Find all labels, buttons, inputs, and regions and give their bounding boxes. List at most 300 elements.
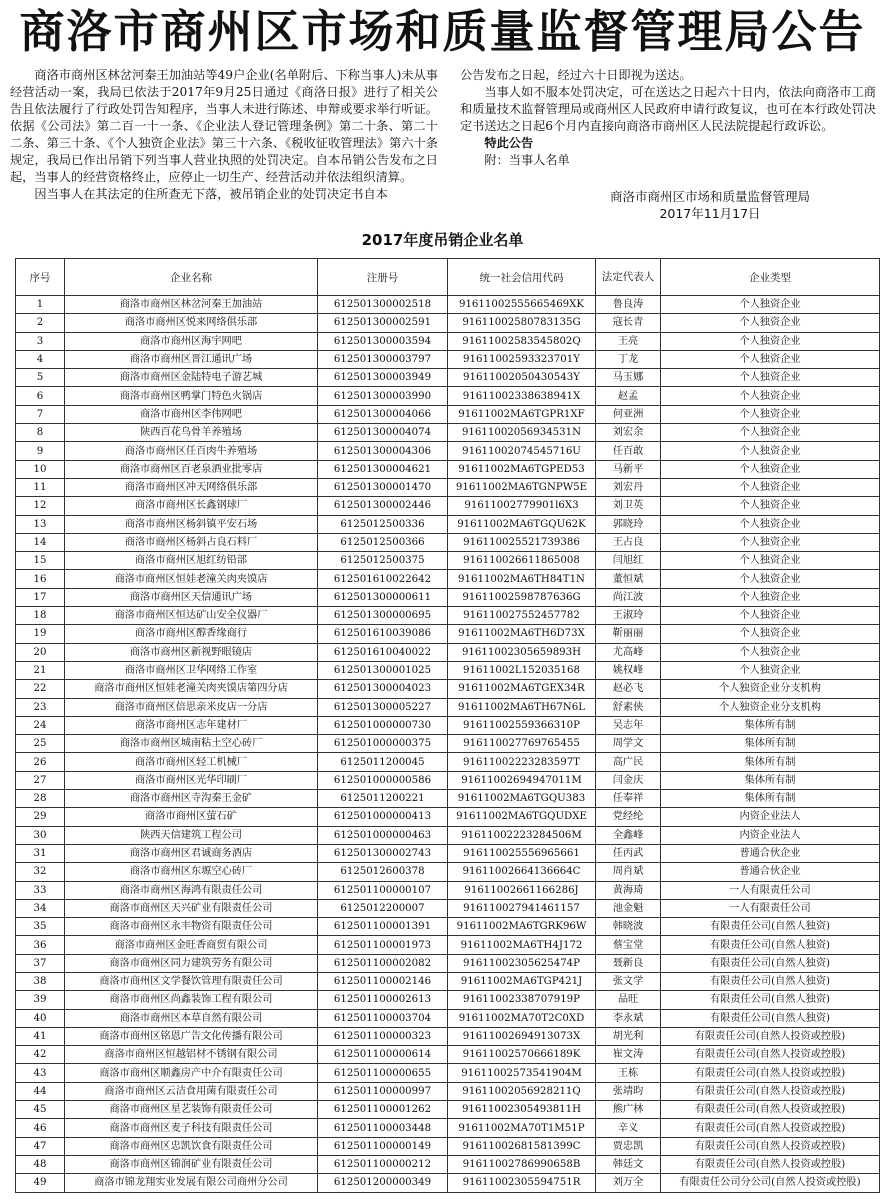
cell-index: 37: [16, 954, 65, 972]
cell-company-name: 商洛市商州区海鸿有限责任公司: [65, 881, 318, 899]
table-row: [16, 735, 880, 753]
cell-company-type: 集体所有制: [661, 735, 880, 753]
cell-credit-code: 91611002661166286J: [448, 881, 596, 899]
cell-company-name: 商洛市商州区铭恩广告文化传播有限公司: [65, 1027, 318, 1045]
cell-index: 13: [16, 515, 65, 533]
cell-company-type: 个人独资企业: [661, 588, 880, 606]
cell-company-type: 有限责任公司(自然人投资或控股): [661, 1137, 880, 1155]
cell-legal-representative: 靳丽丽: [596, 625, 661, 643]
cell-legal-representative: 周肖斌: [596, 863, 661, 881]
cell-credit-code: 91611002MA6TH84T1N: [448, 570, 596, 588]
cell-registration-number: 612501100000655: [318, 1064, 448, 1082]
table-row: [16, 716, 880, 734]
cell-registration-number: 612501300003990: [318, 387, 448, 405]
cell-legal-representative: 周学文: [596, 735, 661, 753]
cell-company-type: 有限责任公司(自然人投资或控股): [661, 1119, 880, 1137]
table-row: [16, 1155, 880, 1173]
cell-index: 2: [16, 314, 65, 332]
cell-credit-code: 91611002MA6TGP421J: [448, 972, 596, 990]
cell-company-name: 陕西百花乌骨羊养殖场: [65, 424, 318, 442]
cell-legal-representative: 蔡宝堂: [596, 936, 661, 954]
cell-company-type: 集体所有制: [661, 771, 880, 789]
table-row: [16, 1027, 880, 1045]
cell-company-name: 商洛市商州区任百肉牛养殖场: [65, 442, 318, 460]
list-title: 2017年度吊销企业名单: [361, 231, 524, 249]
cell-index: 47: [16, 1137, 65, 1155]
cell-company-type: 个人独资企业: [661, 314, 880, 332]
cell-company-type: 有限责任公司(自然人独资): [661, 936, 880, 954]
cell-credit-code: 91611002664136664C: [448, 863, 596, 881]
cell-legal-representative: 品旺: [596, 991, 661, 1009]
cell-company-type: 个人独资企业: [661, 460, 880, 478]
cell-legal-representative: 韩晓波: [596, 918, 661, 936]
cell-credit-code: 91611002681581399C: [448, 1137, 596, 1155]
cell-company-name: 商洛市商州区金陆特电子游艺城: [65, 369, 318, 387]
cell-legal-representative: 高广民: [596, 753, 661, 771]
cell-company-name: 商洛市商州区醇香缘商行: [65, 625, 318, 643]
cell-legal-representative: 董恒斌: [596, 570, 661, 588]
cell-legal-representative: 王亮: [596, 332, 661, 350]
cell-company-name: 商洛市商州区顺鑫房产中介有限责任公司: [65, 1064, 318, 1082]
table-row: [16, 1009, 880, 1027]
cell-index: 27: [16, 771, 65, 789]
cell-company-name: 商洛市商州区百老泉酒业批零店: [65, 460, 318, 478]
cell-credit-code: 91611002MA6TGNPW5E: [448, 478, 596, 496]
revoked-companies-table: [15, 258, 880, 1193]
column-header-index: 序号: [16, 259, 65, 296]
cell-credit-code: 91611002L152035168: [448, 661, 596, 679]
cell-credit-code: 91611002MA6TH67N6L: [448, 698, 596, 716]
table-row: [16, 314, 880, 332]
table-row: [16, 643, 880, 661]
table-row: [16, 661, 880, 679]
cell-company-type: 内资企业法人: [661, 808, 880, 826]
cell-registration-number: 612501300004023: [318, 680, 448, 698]
cell-legal-representative: 黄海琦: [596, 881, 661, 899]
cell-company-type: 有限责任公司分公司(自然人投资或控股): [661, 1174, 880, 1192]
cell-index: 26: [16, 753, 65, 771]
special-notice-label: 特此公告: [484, 136, 534, 150]
cell-credit-code: 91611002755245778​2: [448, 607, 596, 625]
table-row: [16, 350, 880, 368]
cell-legal-representative: 任丙武: [596, 844, 661, 862]
table-row: [16, 405, 880, 423]
table-row: [16, 588, 880, 606]
table-row: [16, 369, 880, 387]
cell-registration-number: 6125012500375: [318, 552, 448, 570]
cell-company-type: 个人独资企业: [661, 607, 880, 625]
attachment-label: 附：当事人名单: [484, 153, 570, 167]
cell-company-name: 商洛市商州区长鑫钢球厂: [65, 497, 318, 515]
table-row: [16, 899, 880, 917]
cell-registration-number: 612501300000611: [318, 588, 448, 606]
cell-company-type: 有限责任公司(自然人独资): [661, 918, 880, 936]
table-row: [16, 790, 880, 808]
cell-registration-number: 612501100003448: [318, 1119, 448, 1137]
cell-registration-number: 612501300002743: [318, 844, 448, 862]
cell-company-name: 商洛市商州区恒达矿山安全仪器厂: [65, 607, 318, 625]
cell-legal-representative: 刘宏余: [596, 424, 661, 442]
cell-index: 25: [16, 735, 65, 753]
cell-registration-number: 6125012200007: [318, 899, 448, 917]
cell-company-name: 商洛市商州区忠凯饮食有限责任公司: [65, 1137, 318, 1155]
cell-registration-number: 612501300004074: [318, 424, 448, 442]
cell-registration-number: 612501000000730: [318, 716, 448, 734]
cell-legal-representative: 舒素侠: [596, 698, 661, 716]
cell-company-name: 商洛市商州区光华印刷厂: [65, 771, 318, 789]
cell-index: 10: [16, 460, 65, 478]
cell-registration-number: 612501300002591: [318, 314, 448, 332]
cell-company-type: 普通合伙企业: [661, 863, 880, 881]
cell-company-name: 商洛市商州区尚鑫装饰工程有限公司: [65, 991, 318, 1009]
cell-credit-code: 91611002MA70T2C0XD: [448, 1009, 596, 1027]
cell-credit-code: 91611002555696566​1: [448, 844, 596, 862]
notice-left-column: [10, 67, 438, 203]
cell-credit-code: 91611002056928211Q: [448, 1082, 596, 1100]
cell-company-type: 个人独资企业: [661, 533, 880, 551]
table-row: [16, 1137, 880, 1155]
cell-index: 15: [16, 552, 65, 570]
cell-company-name: 商洛市商州区冲天网络俱乐部: [65, 478, 318, 496]
cell-company-type: 有限责任公司(自然人独资): [661, 954, 880, 972]
cell-legal-representative: 尚江波: [596, 588, 661, 606]
cell-company-type: 个人独资企业: [661, 369, 880, 387]
cell-company-name: 商洛市商州区杨斜占良石料厂: [65, 533, 318, 551]
cell-company-name: 商洛市商州区新视野眼镜店: [65, 643, 318, 661]
cell-legal-representative: 马新平: [596, 460, 661, 478]
cell-index: 34: [16, 899, 65, 917]
cell-company-type: 一人有限责任公司: [661, 899, 880, 917]
cell-legal-representative: 任百敢: [596, 442, 661, 460]
table-row: [16, 387, 880, 405]
cell-registration-number: 6125011200221: [318, 790, 448, 808]
cell-legal-representative: 胡光利: [596, 1027, 661, 1045]
cell-legal-representative: 王栋: [596, 1064, 661, 1082]
cell-credit-code: 91611002305594751R: [448, 1174, 596, 1192]
cell-company-name: 商洛市商州区鸭掌门特色火锅店: [65, 387, 318, 405]
cell-legal-representative: 丁龙: [596, 350, 661, 368]
cell-company-name: 商洛市商州区李伟网吧: [65, 405, 318, 423]
cell-registration-number: 612501300005227: [318, 698, 448, 716]
cell-index: 4: [16, 350, 65, 368]
cell-credit-code: 91611002MA70T1M51P: [448, 1119, 596, 1137]
cell-credit-code: 91611002050430543Y: [448, 369, 596, 387]
cell-index: 12: [16, 497, 65, 515]
cell-index: 24: [16, 716, 65, 734]
cell-registration-number: 612501000000413: [318, 808, 448, 826]
cell-index: 38: [16, 972, 65, 990]
signing-date: 2017年11月17日: [659, 206, 761, 221]
cell-company-name: 商洛市商州区恒娃老潼关肉夹馍店第四分店: [65, 680, 318, 698]
cell-company-type: 个人独资企业: [661, 625, 880, 643]
cell-company-type: 个人独资企业: [661, 296, 880, 314]
cell-legal-representative: 闫旭红: [596, 552, 661, 570]
table-row: [16, 1101, 880, 1119]
cell-registration-number: 612501300003594: [318, 332, 448, 350]
cell-company-type: 个人独资企业: [661, 405, 880, 423]
cell-credit-code: 91611002694913073X: [448, 1027, 596, 1045]
cell-company-name: 商洛市商州区云洁食用菌有限责任公司: [65, 1082, 318, 1100]
cell-credit-code: 91611002583545802Q: [448, 332, 596, 350]
cell-registration-number: 612501100002146: [318, 972, 448, 990]
cell-legal-representative: 马玉娜: [596, 369, 661, 387]
cell-credit-code: 91611002MA6TGRK96W: [448, 918, 596, 936]
cell-credit-code: 91611002305493811H: [448, 1101, 596, 1119]
cell-index: 11: [16, 478, 65, 496]
cell-legal-representative: 张靖昀: [596, 1082, 661, 1100]
column-header-company-name: 企业名称: [65, 259, 318, 296]
cell-company-name: 商洛市商州区城南粘土空心砖厂: [65, 735, 318, 753]
cell-index: 17: [16, 588, 65, 606]
cell-registration-number: 612501100001391: [318, 918, 448, 936]
cell-legal-representative: 赵孟: [596, 387, 661, 405]
cell-company-name: 商洛市商州区晋江通讯广场: [65, 350, 318, 368]
cell-index: 36: [16, 936, 65, 954]
cell-credit-code: 91611002MA6TGQUDXE: [448, 808, 596, 826]
table-row: [16, 424, 880, 442]
cell-company-name: 商洛市商州区金旺香商贸有限公司: [65, 936, 318, 954]
notice-title: 商洛市商州区市场和质量监督管理局公告: [19, 5, 866, 58]
cell-legal-representative: 赵必飞: [596, 680, 661, 698]
table-row: [16, 771, 880, 789]
cell-credit-code: 91611002779901l6X3: [448, 497, 596, 515]
cell-legal-representative: 聂新良: [596, 954, 661, 972]
table-row: [16, 863, 880, 881]
cell-company-name: 商洛市商州区天兴矿业有限责任公司: [65, 899, 318, 917]
cell-index: 41: [16, 1027, 65, 1045]
table-row: [16, 808, 880, 826]
cell-credit-code: 91611002338707919P: [448, 991, 596, 1009]
table-row: [16, 954, 880, 972]
cell-company-type: 个人独资企业: [661, 497, 880, 515]
cell-registration-number: 612501300001025: [318, 661, 448, 679]
cell-registration-number: 612501300003797: [318, 350, 448, 368]
cell-company-type: 个人独资企业: [661, 350, 880, 368]
cell-legal-representative: 姚权峰: [596, 661, 661, 679]
cell-legal-representative: 贾忠凯: [596, 1137, 661, 1155]
cell-index: 18: [16, 607, 65, 625]
table-row: [16, 552, 880, 570]
cell-company-name: 商洛市商州区志年建材厂: [65, 716, 318, 734]
cell-registration-number: 6125012600378: [318, 863, 448, 881]
cell-index: 31: [16, 844, 65, 862]
cell-company-name: 商洛市商州区锦润矿业有限责任公司: [65, 1155, 318, 1173]
cell-company-name: 商洛市商州区恒娃老潼关肉夹馍店: [65, 570, 318, 588]
cell-index: 16: [16, 570, 65, 588]
cell-registration-number: 612501300004306: [318, 442, 448, 460]
table-row: [16, 1174, 880, 1192]
cell-index: 3: [16, 332, 65, 350]
column-header-registration-number: 注册号: [318, 259, 448, 296]
cell-company-type: 普通合伙企业: [661, 844, 880, 862]
table-row: [16, 918, 880, 936]
table-row: [16, 1046, 880, 1064]
cell-company-type: 个人独资企业: [661, 424, 880, 442]
cell-index: 44: [16, 1082, 65, 1100]
cell-registration-number: 612501000000463: [318, 826, 448, 844]
cell-company-type: 内资企业法人: [661, 826, 880, 844]
cell-company-type: 有限责任公司(自然人投资或控股): [661, 1082, 880, 1100]
cell-registration-number: 612501300000695: [318, 607, 448, 625]
cell-company-type: 有限责任公司(自然人投资或控股): [661, 1027, 880, 1045]
cell-credit-code: 91611002580783135G: [448, 314, 596, 332]
table-row: [16, 844, 880, 862]
table-row: [16, 1082, 880, 1100]
cell-legal-representative: 李永斌: [596, 1009, 661, 1027]
table-row: [16, 442, 880, 460]
cell-legal-representative: 全鑫峰: [596, 826, 661, 844]
cell-credit-code: 91611002MA6TGQU383: [448, 790, 596, 808]
cell-legal-representative: 寇长青: [596, 314, 661, 332]
table-row: [16, 497, 880, 515]
cell-credit-code: 91611002MA6TGPED53: [448, 460, 596, 478]
cell-index: 48: [16, 1155, 65, 1173]
cell-legal-representative: 韩廷文: [596, 1155, 661, 1173]
cell-registration-number: 612501300002446: [318, 497, 448, 515]
cell-index: 29: [16, 808, 65, 826]
cell-credit-code: 91611002338638941X: [448, 387, 596, 405]
table-row: [16, 625, 880, 643]
cell-index: 19: [16, 625, 65, 643]
cell-registration-number: 612501100000997: [318, 1082, 448, 1100]
cell-legal-representative: 刘卫英: [596, 497, 661, 515]
cell-registration-number: 612501100002613: [318, 991, 448, 1009]
cell-company-type: 个人独资企业: [661, 515, 880, 533]
cell-company-name: 商洛市商州区寺沟秦王金矿: [65, 790, 318, 808]
cell-registration-number: 612501000000375: [318, 735, 448, 753]
cell-index: 7: [16, 405, 65, 423]
cell-registration-number: 612501100000149: [318, 1137, 448, 1155]
cell-index: 30: [16, 826, 65, 844]
cell-company-name: 商洛市商州区东塬空心砖厂: [65, 863, 318, 881]
cell-credit-code: 91611002593323701Y: [448, 350, 596, 368]
cell-company-name: 商洛市商州区杨斜镇平安石场: [65, 515, 318, 533]
cell-company-type: 个人独资企业: [661, 552, 880, 570]
cell-company-name: 商洛市商州区文学餐饮管理有限责任公司: [65, 972, 318, 990]
notice-paragraph-1: 商洛市商州区林岔河秦王加油站等49户企业(名单附后、下称当事人)未从事经营活动一案，我局已依法于2017年9月25日通过《商洛日报》进行了相关公告且依法履行了行政处罚告知程序，当事人未进行陈述、申辩或要求举行听证。依据《公司法》第二百一十一条、《企业法人登记管理条例》第二十条、第二十二条、第三十条、《个人独资企业法》第三十六条、《税收征收管理法》第六十条规定，我局已作出吊销下列当事人营业执照的处罚决定。自本吊销公告发布之日起，当事人的经营资格终止，应停止一切生产、经营活动并依法组织清算。: [10, 68, 438, 184]
cell-company-name: 商洛市商州区悦来网络俱乐部: [65, 314, 318, 332]
cell-company-name: 商洛市商州区轻工机械厂: [65, 753, 318, 771]
cell-legal-representative: 刘宏丹: [596, 478, 661, 496]
cell-company-type: 有限责任公司(自然人投资或控股): [661, 1046, 880, 1064]
table-row: [16, 1119, 880, 1137]
cell-index: 35: [16, 918, 65, 936]
cell-company-type: 个人独资企业: [661, 478, 880, 496]
column-header-company-type: 企业类型: [661, 259, 880, 296]
table-row: [16, 972, 880, 990]
cell-registration-number: 612501100000323: [318, 1027, 448, 1045]
cell-legal-representative: 张文学: [596, 972, 661, 990]
cell-company-name: 陕西天信建筑工程公司: [65, 826, 318, 844]
cell-index: 45: [16, 1101, 65, 1119]
cell-credit-code: 91611002MA6TH6D73X: [448, 625, 596, 643]
cell-credit-code: 91611002074545716U: [448, 442, 596, 460]
cell-legal-representative: 池金魁: [596, 899, 661, 917]
table-header-row: [16, 259, 880, 296]
cell-company-type: 个人独资企业分支机构: [661, 680, 880, 698]
cell-credit-code: 91611002598787636G: [448, 588, 596, 606]
cell-company-type: 集体所有制: [661, 790, 880, 808]
cell-index: 22: [16, 680, 65, 698]
cell-index: 8: [16, 424, 65, 442]
table-row: [16, 332, 880, 350]
cell-index: 46: [16, 1119, 65, 1137]
cell-company-type: 有限责任公司(自然人投资或控股): [661, 1155, 880, 1173]
cell-company-name: 商洛市商州区海宇网吧: [65, 332, 318, 350]
cell-company-name: 商洛市商州区星艺装饰有限责任公司: [65, 1101, 318, 1119]
cell-company-name: 商洛市商州区本草自然有限公司: [65, 1009, 318, 1027]
cell-legal-representative: 刘万全: [596, 1174, 661, 1192]
cell-index: 33: [16, 881, 65, 899]
cell-credit-code: 91611002555665469XK: [448, 296, 596, 314]
cell-company-name: 商洛市商州区萤石矿: [65, 808, 318, 826]
cell-legal-representative: 王占良: [596, 533, 661, 551]
cell-company-name: 商洛市商州区永丰物资有限责任公司: [65, 918, 318, 936]
table-row: [16, 881, 880, 899]
cell-index: 32: [16, 863, 65, 881]
cell-company-name: 商洛市商州区林岔河秦王加油站: [65, 296, 318, 314]
table-row: [16, 533, 880, 551]
cell-registration-number: 612501300004621: [318, 460, 448, 478]
cell-company-type: 一人有限责任公司: [661, 881, 880, 899]
table-row: [16, 753, 880, 771]
cell-credit-code: 91611002305659893H: [448, 643, 596, 661]
cell-registration-number: 6125012500366: [318, 533, 448, 551]
cell-index: 40: [16, 1009, 65, 1027]
cell-company-type: 个人独资企业: [661, 661, 880, 679]
cell-index: 43: [16, 1064, 65, 1082]
cell-registration-number: 612501610022642: [318, 570, 448, 588]
cell-credit-code: 91611002MA6TH4J172: [448, 936, 596, 954]
cell-registration-number: 612501610039086: [318, 625, 448, 643]
cell-company-type: 有限责任公司(自然人投资或控股): [661, 1064, 880, 1082]
notice-paragraph-4: 当事人如不服本处罚决定，可在送达之日起六十日内，依法向商洛市工商和质量技术监督管理局或商州区人民政府申请行政复议，也可在本行政处罚决定书送达之日起6个月内直接向商洛市商州区人民法院提起行政诉讼。: [460, 85, 876, 133]
cell-company-type: 有限责任公司(自然人独资): [661, 991, 880, 1009]
cell-index: 21: [16, 661, 65, 679]
cell-registration-number: 612501100002082: [318, 954, 448, 972]
cell-registration-number: 612501300002518: [318, 296, 448, 314]
cell-index: 6: [16, 387, 65, 405]
cell-index: 9: [16, 442, 65, 460]
cell-registration-number: 612501100000107: [318, 881, 448, 899]
table-row: [16, 991, 880, 1009]
cell-credit-code: 91611002570666189K: [448, 1046, 596, 1064]
notice-right-column: [460, 67, 876, 169]
table-row: [16, 936, 880, 954]
cell-index: 20: [16, 643, 65, 661]
cell-registration-number: 612501000000586: [318, 771, 448, 789]
cell-index: 42: [16, 1046, 65, 1064]
cell-credit-code: 91611002223284506M: [448, 826, 596, 844]
cell-legal-representative: 郭晓玲: [596, 515, 661, 533]
cell-credit-code: 91611002305625474P: [448, 954, 596, 972]
cell-index: 14: [16, 533, 65, 551]
cell-registration-number: 612501100003704: [318, 1009, 448, 1027]
cell-legal-representative: 熊广林: [596, 1101, 661, 1119]
cell-registration-number: 612501300004066: [318, 405, 448, 423]
cell-index: 39: [16, 991, 65, 1009]
cell-credit-code: 91611002661186500​8: [448, 552, 596, 570]
cell-legal-representative: 任奉祥: [596, 790, 661, 808]
cell-company-type: 个人独资企业: [661, 387, 880, 405]
cell-registration-number: 612501100000614: [318, 1046, 448, 1064]
cell-credit-code: 91611002552173938​6: [448, 533, 596, 551]
cell-company-type: 集体所有制: [661, 753, 880, 771]
cell-company-name: 商洛市商州区麦子科技有限责任公司: [65, 1119, 318, 1137]
cell-credit-code: 91611002223283597T: [448, 753, 596, 771]
cell-credit-code: 91611002786990658B: [448, 1155, 596, 1173]
cell-company-name: 商洛市商州区恒越铝材不锈钢有限公司: [65, 1046, 318, 1064]
